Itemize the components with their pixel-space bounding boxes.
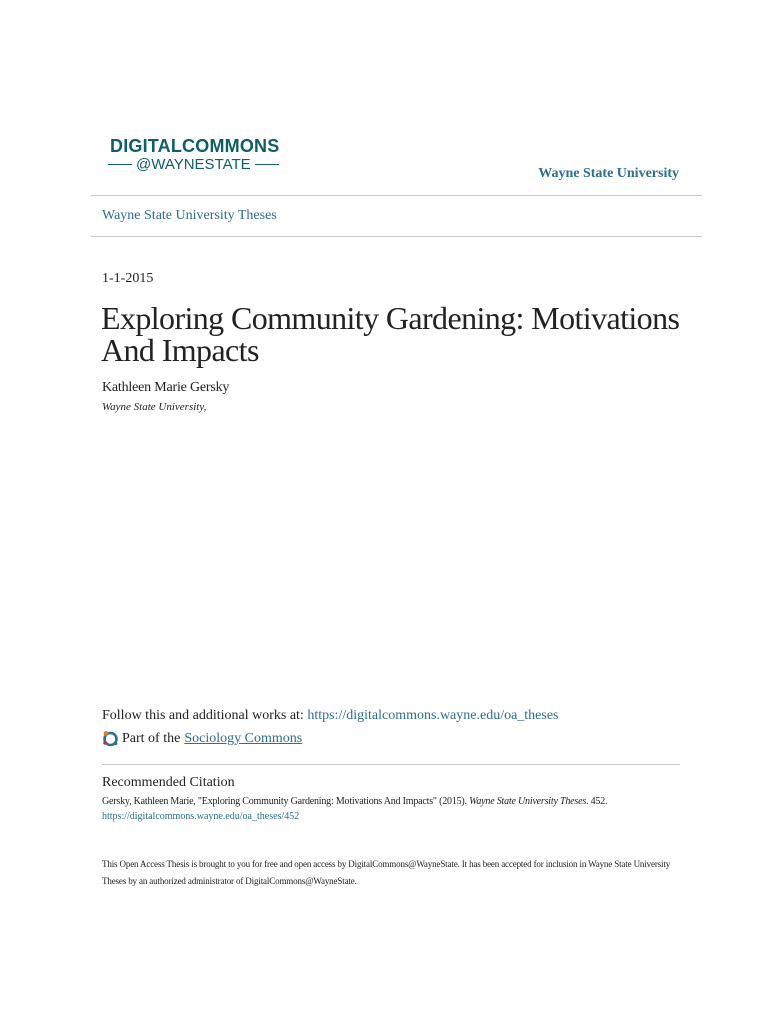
divider	[102, 764, 680, 765]
logo-divider	[255, 164, 279, 165]
network-icon	[102, 730, 119, 747]
part-of-prefix: Part of the	[122, 730, 181, 746]
citation-series: Wayne State University Theses	[469, 796, 587, 807]
logo-divider	[108, 164, 132, 165]
follow-url-link[interactable]: https://digitalcommons.wayne.edu/oa_theses	[307, 708, 559, 723]
divider	[91, 195, 702, 196]
follow-line	[102, 708, 559, 724]
document-title: Exploring Community Gardening: Motivations And Impacts	[101, 300, 680, 368]
author-affiliation: Wayne State University,	[102, 401, 207, 413]
citation-url-link[interactable]: https://digitalcommons.wayne.edu/oa_theses/452	[102, 811, 300, 822]
digitalcommons-logo-text: DIGITALCOMMONS	[110, 136, 280, 156]
publication-date: 1-1-2015	[102, 271, 154, 286]
open-access-notice: This Open Access Thesis is brought to you for free and open access by DigitalCommons@WayneState. It has been accepted for inclusion in Wayne State University Theses by an authorized administrator of DigitalCommons@WayneState.	[102, 859, 671, 886]
part-of-line	[102, 730, 302, 747]
series-link[interactable]: Wayne State University Theses	[102, 208, 277, 223]
sociology-commons-link[interactable]: Sociology Commons	[184, 730, 303, 746]
author-name: Kathleen Marie Gersky	[102, 380, 230, 395]
citation-text	[102, 796, 607, 807]
recommended-citation-heading: Recommended Citation	[102, 775, 235, 790]
logo-line2: @WAYNESTATE	[136, 156, 251, 173]
follow-prefix: Follow this and additional works at:	[102, 708, 308, 723]
citation-number: . 452.	[586, 796, 608, 807]
waynestate-logo-text	[108, 156, 279, 173]
institution-link[interactable]: Wayne State University	[538, 166, 679, 181]
divider	[91, 236, 702, 237]
citation-main: Gersky, Kathleen Marie, "Exploring Community Gardening: Motivations And Impacts" (2015).	[102, 796, 470, 807]
